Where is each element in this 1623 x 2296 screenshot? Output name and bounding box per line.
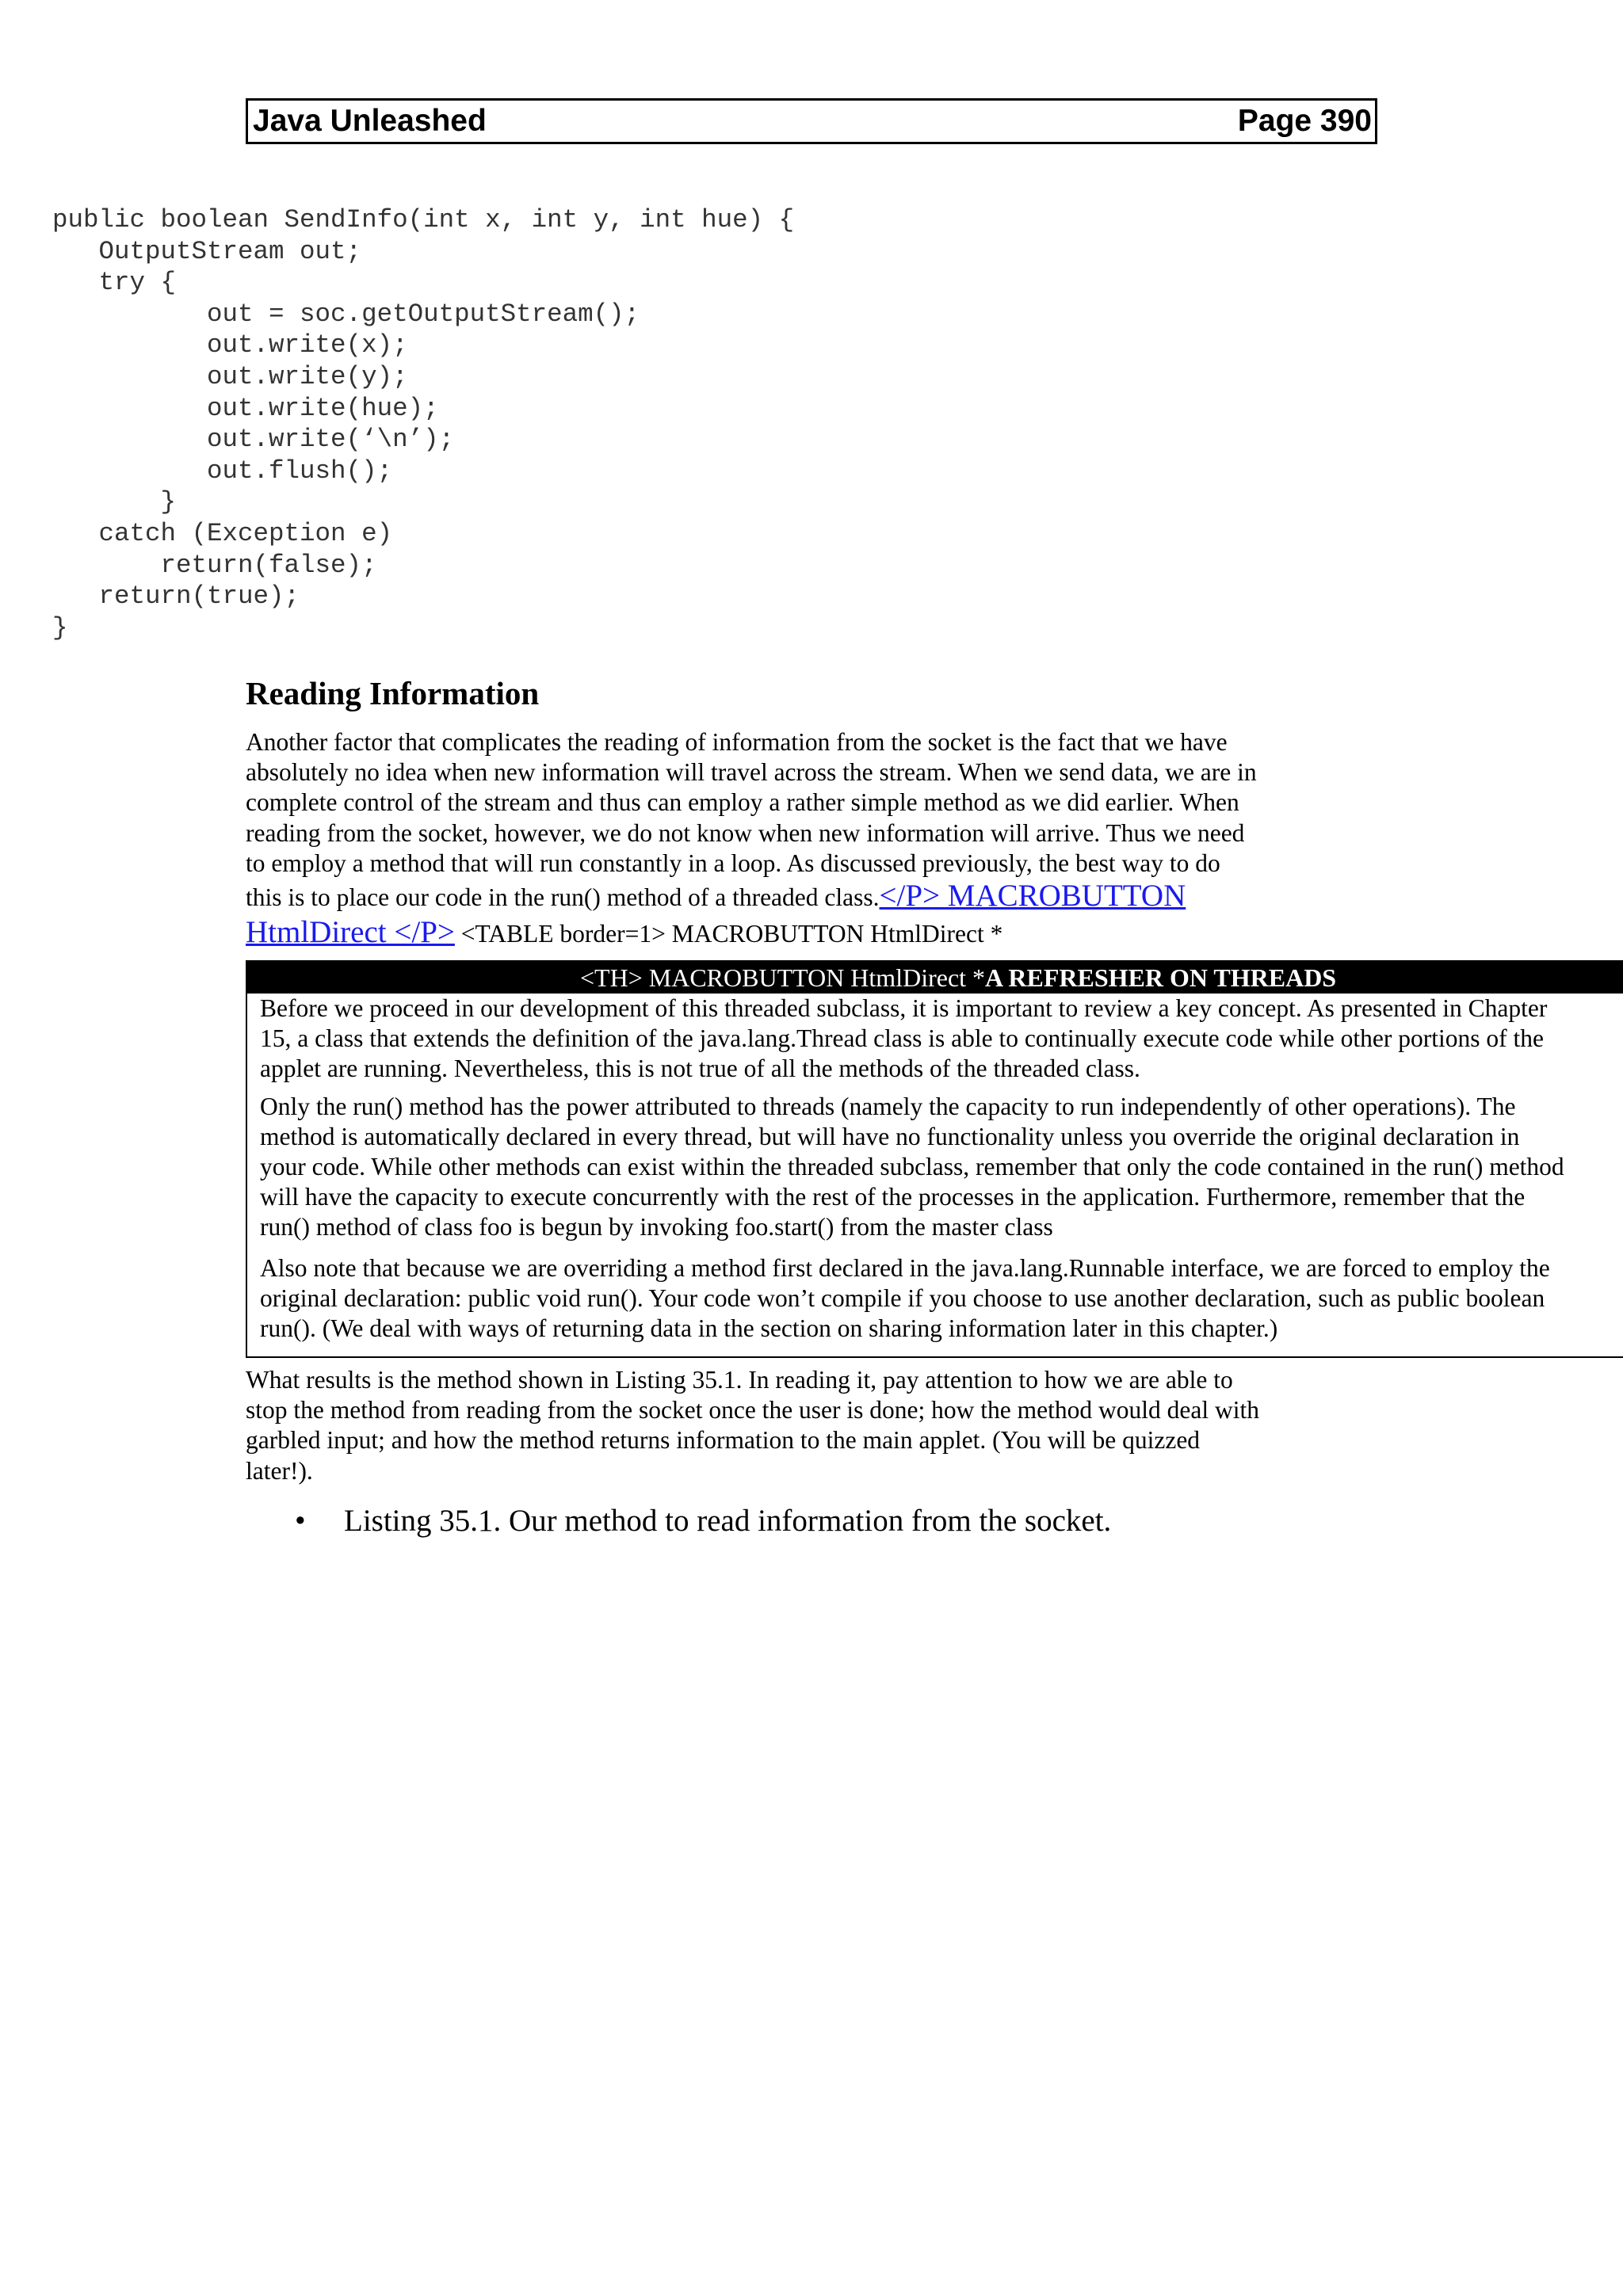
code-line: out = soc.getOutputStream(); xyxy=(52,299,640,329)
code-line: return(true); xyxy=(52,582,300,612)
code-line: public boolean SendInfo(int x, int y, int hue) { xyxy=(52,205,795,235)
macrobutton-link[interactable]: </P> MACROBUTTON xyxy=(879,879,1186,913)
code-line: try { xyxy=(52,268,177,298)
htmldirect-link[interactable]: HtmlDirect </P> xyxy=(246,915,455,950)
threads-refresher-box xyxy=(246,960,1623,1358)
book-title: Java Unleashed xyxy=(253,104,487,138)
sidebar-line: your code. While other methods can exist within the threaded subclass, remember that only the code contained in the run() method xyxy=(260,1153,1564,1180)
listing-caption-text: Listing 35.1. Our method to read information from the socket. xyxy=(344,1504,1112,1538)
code-line: } xyxy=(52,612,68,643)
sidebar-paragraph xyxy=(247,1092,1623,1242)
paragraph-line xyxy=(246,879,1387,915)
sidebar-line: Also note that because we are overriding a method first declared in the java.lang.Runnable interface, we are forced to employ the xyxy=(260,1254,1550,1282)
sidebar-line: Before we proceed in our development of this threaded subclass, it is important to review a key concept. As presented in Chapter xyxy=(260,994,1548,1022)
code-listing xyxy=(52,204,794,643)
page-number: Page 390 xyxy=(1237,104,1372,138)
paragraph-line: absolutely no idea when new information will travel across the stream. When we send data, we are in xyxy=(246,758,1257,787)
code-line: OutputStream out; xyxy=(52,236,362,266)
paragraph-text: this is to place our code in the run() method of a threaded class. xyxy=(246,883,880,912)
paragraph-line: to employ a method that will run constantly in a loop. As discussed previously, the best way to do xyxy=(246,849,1220,877)
code-line: out.flush(); xyxy=(52,456,393,486)
paragraph-line: complete control of the stream and thus can employ a rather simple method as we did earlier. When xyxy=(246,788,1239,817)
sidebar-line: will have the capacity to execute concurrently with the rest of the processes in the application. Furthermore, remember that the xyxy=(260,1183,1526,1211)
paragraph-line: Another factor that complicates the reading of information from the socket is the fact that we have xyxy=(246,728,1228,756)
section-heading: Reading Information xyxy=(246,675,540,711)
code-line: out.write(hue); xyxy=(52,393,439,423)
paragraph-text: <TABLE border=1> MACROBUTTON HtmlDirect * xyxy=(454,920,1003,948)
code-line: return(false); xyxy=(52,550,377,580)
sidebar-line: applet are running. Nevertheless, this is not true of all the methods of the threaded class. xyxy=(260,1055,1140,1082)
sidebar-paragraph xyxy=(247,1253,1623,1344)
sidebar-title xyxy=(247,962,1623,994)
paragraph-line: garbled input; and how the method returns information to the main applet. (You will be quizzed xyxy=(246,1426,1201,1455)
sidebar-line: run(). (We deal with ways of returning data in the section on sharing information later in this chapter.) xyxy=(260,1314,1278,1342)
listing-caption xyxy=(295,1502,1111,1540)
sidebar-title-bold: A REFRESHER ON THREADS xyxy=(985,963,1337,992)
body-paragraph xyxy=(246,1365,1387,1486)
paragraph-line: reading from the socket, however, we do not know when new information will arrive. Thus we need xyxy=(246,818,1245,847)
sidebar-title-prefix: <TH> MACROBUTTON HtmlDirect * xyxy=(580,963,986,992)
sidebar-line: method is automatically declared in every thread, but will have no functionality unless you override the original declaration in xyxy=(260,1123,1520,1150)
bullet-icon: • xyxy=(295,1504,306,1538)
sidebar-line: run() method of class foo is begun by invoking foo.start() from the master class xyxy=(260,1213,1053,1241)
sidebar-line: Only the run() method has the power attributed to threads (namely the capacity to run independently of other operations). The xyxy=(260,1093,1516,1120)
sidebar-line: original declaration: public void run(). Your code won’t compile if you choose to use another declaration, such as public boolean xyxy=(260,1284,1545,1312)
code-line: out.write(x); xyxy=(52,330,408,360)
paragraph-line: What results is the method shown in Listing 35.1. In reading it, pay attention to how we are able to xyxy=(246,1366,1233,1394)
sidebar-paragraph xyxy=(247,994,1623,1084)
code-line: catch (Exception e) xyxy=(52,518,393,548)
sidebar-line: 15, a class that extends the definition of the java.lang.Thread class is able to continually execute code while other portions of the xyxy=(260,1024,1544,1052)
paragraph-line: stop the method from reading from the socket once the user is done; how the method would deal with xyxy=(246,1396,1259,1425)
body-paragraph xyxy=(246,727,1387,952)
code-line: out.write(y); xyxy=(52,361,408,391)
code-line: } xyxy=(52,487,177,517)
paragraph-line xyxy=(246,915,1387,952)
paragraph-line: later!). xyxy=(246,1456,313,1485)
page-header xyxy=(246,98,1377,144)
code-line: out.write(‘\n’); xyxy=(52,425,455,455)
